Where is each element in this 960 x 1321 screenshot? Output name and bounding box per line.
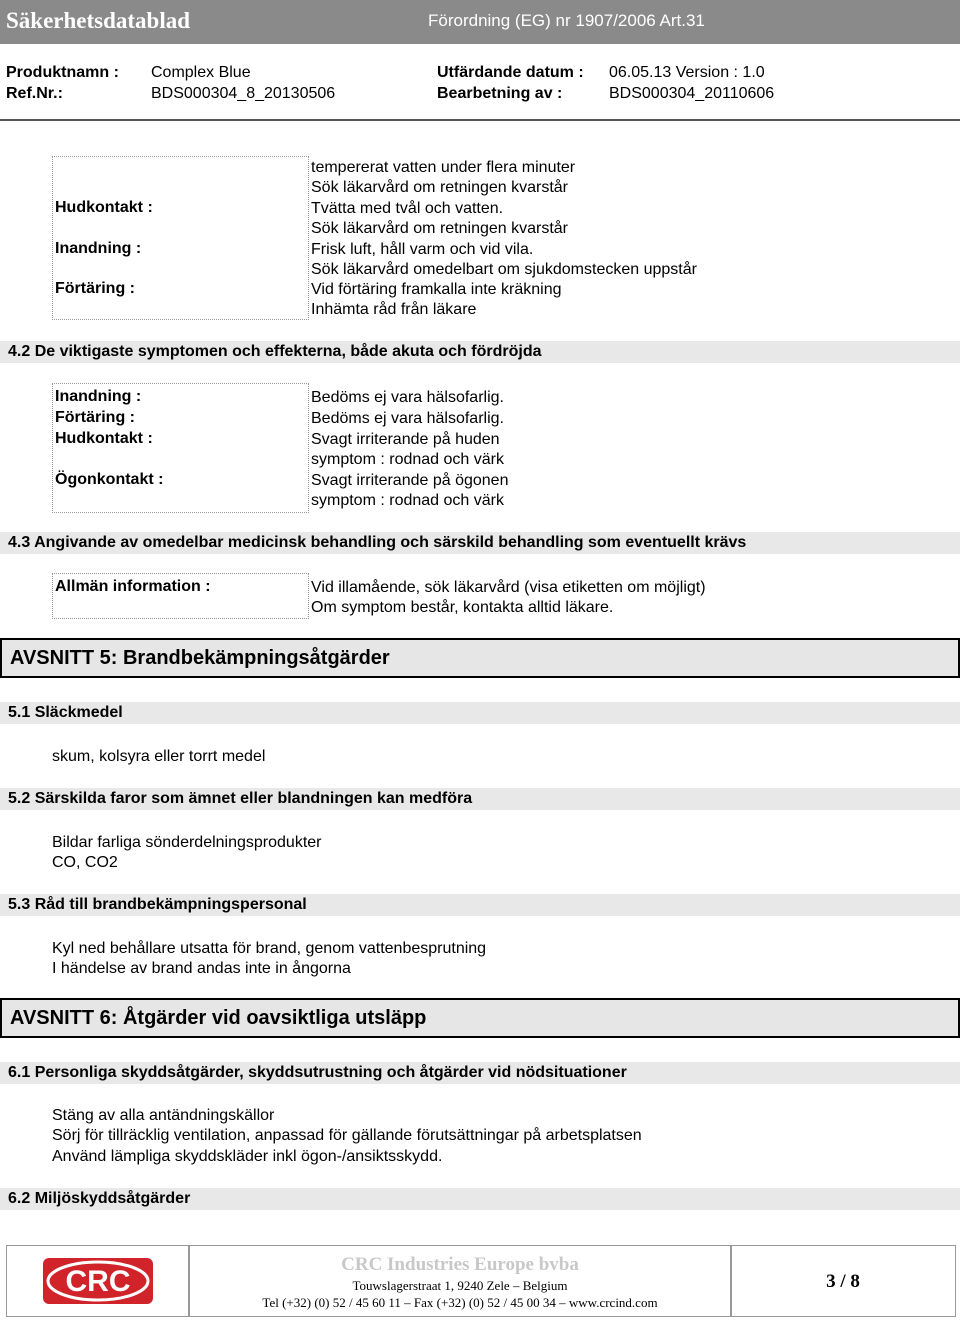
- general-info-label: Allmän information :: [55, 578, 211, 595]
- symptom-eye-label: Ögonkontakt :: [55, 471, 164, 488]
- regulation-reference: Förordning (EG) nr 1907/2006 Art.31: [428, 11, 705, 30]
- issue-date-value: 06.05.13 Version : 1.0: [609, 64, 765, 81]
- symptom-inhalation-text: Bedöms ej vara hälsofarlig.: [311, 389, 504, 406]
- section-5-heading: AVSNITT 5: Brandbekämpningsåtgärder: [0, 638, 960, 678]
- crc-logo-text: CRC: [65, 1265, 131, 1298]
- product-name-value: Complex Blue: [151, 64, 251, 81]
- symptom-ingestion-label: Förtäring :: [55, 409, 135, 426]
- page-number: 3 / 8: [826, 1271, 860, 1292]
- symptom-skin-text: Svagt irriterande på huden symptom : rodnad och värk: [311, 431, 504, 469]
- section-6-heading: AVSNITT 6: Åtgärder vid oavsiktliga utsläpp: [0, 998, 960, 1038]
- personal-precautions-text: Stäng av alla antändningskällor Sörj för tillräcklig ventilation, anpassad för gällande förutsättningar på arbetsplatsen Använd lämpliga skyddskläder inkl ögon-/ansiktsskydd.: [52, 1107, 642, 1165]
- extinguishing-media-text: skum, kolsyra eller torrt medel: [52, 748, 266, 765]
- table-divider: [308, 573, 309, 617]
- table-divider: [308, 156, 309, 318]
- document-title: Säkerhetsdatablad: [6, 8, 191, 33]
- symptom-ingestion-text: Bedöms ej vara hälsofarlig.: [311, 410, 504, 427]
- ingestion-text: Vid förtäring framkalla inte kräkning Inhämta råd från läkare: [311, 281, 562, 319]
- revision-value: BDS000304_20110606: [609, 85, 775, 102]
- eye-contact-continued-text: tempererat vatten under flera minuter Sök läkarvård om retningen kvarstår: [311, 159, 576, 197]
- subsection-5-1-heading: 5.1 Släckmedel: [0, 702, 960, 724]
- symptom-inhalation-label: Inandning :: [55, 388, 142, 405]
- crc-logo: [7, 1246, 189, 1316]
- product-name-label: Produktnamn :: [6, 64, 119, 81]
- revision-label: Bearbetning av :: [437, 85, 563, 102]
- table-divider: [308, 383, 309, 511]
- inhalation-label: Inandning :: [55, 240, 142, 257]
- skin-contact-label: Hudkontakt :: [55, 199, 153, 216]
- subsection-4-2-heading: 4.2 De viktigaste symptomen och effekterna, både akuta och fördröjda: [0, 341, 960, 363]
- subsection-4-3-heading: 4.3 Angivande av omedelbar medicinsk behandling och särskild behandling som eventuellt krävs: [0, 532, 960, 554]
- subsection-5-3-heading: 5.3 Råd till brandbekämpningspersonal: [0, 894, 960, 916]
- company-address: Touwslagerstraat 1, 9240 Zele – Belgium: [352, 1278, 568, 1293]
- firefighter-advice-text: Kyl ned behållare utsatta för brand, genom vattenbesprutning I händelse av brand andas inte in ångorna: [52, 940, 487, 978]
- symptom-eye-text: Svagt irriterande på ögonen symptom : rodnad och värk: [311, 472, 509, 510]
- general-info-text: Vid illamående, sök läkarvård (visa etiketten om möjligt) Om symptom består, kontakta alltid läkare.: [311, 579, 706, 617]
- subsection-6-1-heading: 6.1 Personliga skyddsåtgärder, skyddsutrustning och åtgärder vid nödsituationer: [0, 1062, 960, 1084]
- subsection-5-2-heading: 5.2 Särskilda faror som ämnet eller blandningen kan medföra: [0, 788, 960, 810]
- footer-page-box: [730, 1245, 956, 1317]
- ref-number-label: Ref.Nr.:: [6, 85, 63, 102]
- company-contact: Tel (+32) (0) 52 / 45 60 11 – Fax (+32) (0) 52 / 45 00 34 – www.crcind.com: [262, 1295, 658, 1310]
- header-separator: [0, 119, 960, 121]
- ingestion-label: Förtäring :: [55, 280, 135, 297]
- symptom-skin-label: Hudkontakt :: [55, 430, 153, 447]
- skin-contact-text: Tvätta med tvål och vatten. Sök läkarvård om retningen kvarstår: [311, 200, 568, 238]
- footer-company-box: [188, 1245, 732, 1317]
- ref-number-value: BDS000304_8_20130506: [151, 85, 336, 102]
- company-name: CRC Industries Europe bvba: [341, 1254, 579, 1275]
- special-hazards-text: Bildar farliga sönderdelningsprodukter CO, CO2: [52, 834, 322, 872]
- issue-date-label: Utfärdande datum :: [437, 64, 584, 81]
- footer-logo-box: [6, 1245, 190, 1317]
- document-header-bar: [0, 0, 960, 44]
- inhalation-text: Frisk luft, håll varm och vid vila. Sök läkarvård omedelbart om sjukdomstecken uppstår: [311, 241, 697, 279]
- subsection-6-2-heading: 6.2 Miljöskyddsåtgärder: [0, 1188, 960, 1210]
